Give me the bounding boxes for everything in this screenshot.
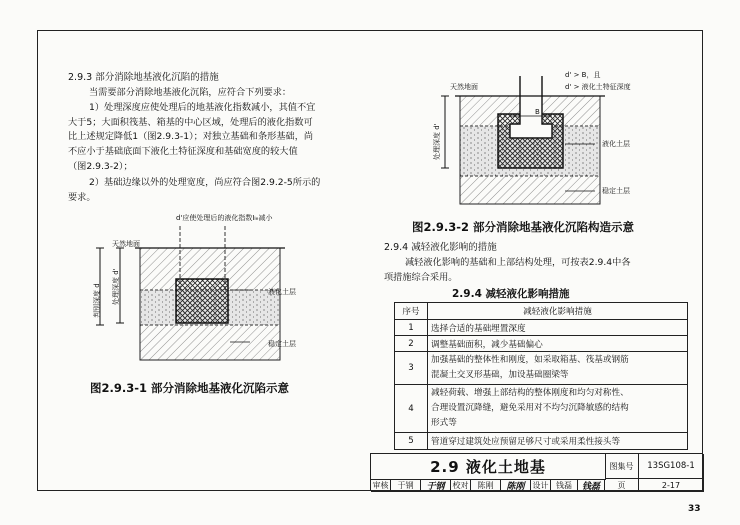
- measures-table: [394, 302, 688, 450]
- row-no: 2: [395, 336, 428, 352]
- text-line: 当需要部分消除地基液化沉陷，应符合下列要求：: [89, 87, 292, 98]
- measure-line: 加强基础的整体性和刚度，如采取箱基、筏基或钢筋: [431, 355, 629, 365]
- table-header-row: [395, 303, 688, 320]
- table-row: [395, 385, 688, 433]
- header-measure: 减轻液化影响措施: [428, 303, 688, 320]
- designer-signature: 钱磊: [578, 479, 605, 492]
- text-line: 要求。: [68, 192, 96, 203]
- row-measure: [428, 320, 688, 336]
- fig2-ground-label: 天然地面: [450, 83, 478, 91]
- table-row: [395, 320, 688, 336]
- measure-line: 形式等: [431, 418, 457, 428]
- fig1-ground-label: 天然地面: [112, 240, 140, 248]
- title-block: [370, 453, 703, 491]
- table-row: [395, 352, 688, 385]
- fig1-note: d'应使处理后的液化指数Iₗₑ减小: [176, 214, 273, 222]
- row-measure: [428, 385, 688, 433]
- row-no: 3: [395, 352, 428, 385]
- row-no: 4: [395, 385, 428, 433]
- table-title: 2.9.4 减轻液化影响措施: [452, 288, 570, 300]
- text-line: 项措施综合采用。: [384, 272, 458, 283]
- sheet-number: 2-17: [639, 479, 704, 492]
- section-heading-2-9-3: 2.9.3 部分消除地基液化沉陷的措施: [68, 72, 219, 83]
- table-row: [395, 433, 688, 450]
- text-line: 不应小于基础底面下液化土特征深度和基础宽度的较大值: [68, 146, 298, 157]
- section-heading-2-9-4: 2.9.4 减轻液化影响的措施: [384, 242, 497, 253]
- table-row: [395, 336, 688, 352]
- text-line: 1）处理深度应使处理后的地基液化指数减小，其值不宜: [89, 102, 316, 113]
- page-number: 33: [688, 504, 701, 514]
- atlas-number: 13SG108-1: [639, 454, 704, 479]
- measure-line: 管道穿过建筑处应预留足够尺寸或采用柔性接头等: [431, 437, 621, 447]
- row-measure: [428, 336, 688, 352]
- text-line: 2）基础边缘以外的处理宽度，尚应符合图2.9.2-5所示的: [89, 177, 321, 188]
- measure-line: 减轻荷载、增强上部结构的整体刚度和均匀对称性、: [431, 388, 629, 398]
- fig2-condition-2: d' > 液化土特征深度: [565, 83, 631, 91]
- fig1-caption: 图2.9.3-1 部分消除地基液化沉陷示意: [90, 381, 290, 395]
- title-block-title: 2.9 液化土地基: [371, 454, 606, 480]
- atlas-label: 图集号: [605, 454, 639, 479]
- text-line: （图2.9.3-2）；: [68, 161, 133, 172]
- checker-name: 陈刚: [471, 479, 501, 492]
- fig2-condition-1: d' > B，且: [565, 71, 601, 79]
- measure-line: 调整基础面积，减少基础偏心: [431, 339, 543, 350]
- row-no: 5: [395, 433, 428, 450]
- text-line: 减轻液化影响的基础和上部结构处理，可按表2.9.4中各: [405, 257, 631, 268]
- row-measure: [428, 433, 688, 450]
- row-no: 1: [395, 320, 428, 336]
- fig1-liquefied-label: 液化土层: [268, 288, 296, 296]
- fig2-b-label: B: [535, 108, 540, 116]
- text-line: 比上述规定降低1（图2.9.3-1）；对独立基础和条形基础，尚: [68, 131, 314, 142]
- check-label: 校对: [451, 479, 471, 492]
- fig2-treat-label: 处理深度 d': [433, 123, 441, 160]
- fig1-stable-label: 稳定土层: [268, 340, 296, 348]
- header-no: 序号: [395, 303, 428, 320]
- design-label: 设计: [531, 479, 551, 492]
- text-line: 大于5；大面积筏基、箱基的中心区域，处理后的液化指数可: [68, 117, 313, 128]
- fig1-treat-label: 处理深度 d': [112, 268, 120, 305]
- checker-signature: 陈刚: [501, 479, 531, 492]
- row-measure: [428, 352, 688, 385]
- fig2-liquefied-label: 液化土层: [602, 140, 630, 148]
- review-label: 审核: [371, 479, 391, 492]
- measure-line: 混凝土交叉形基础，加设基础圈梁等: [431, 370, 569, 380]
- page-label: 页: [605, 479, 639, 492]
- reviewer-signature: 于钢: [421, 479, 451, 492]
- designer-name: 钱磊: [551, 479, 578, 492]
- fig1-depth-label: 判别深度 d: [93, 283, 101, 318]
- fig2-stable-label: 稳定土层: [602, 187, 630, 195]
- reviewer-name: 于钢: [391, 479, 421, 492]
- measure-line: 选择合适的基础埋置深度: [431, 323, 526, 334]
- measure-line: 合理设置沉降缝，避免采用对不均匀沉降敏感的结构: [431, 403, 629, 413]
- fig2-caption: 图2.9.3-2 部分消除地基液化沉陷构造示意: [412, 220, 635, 234]
